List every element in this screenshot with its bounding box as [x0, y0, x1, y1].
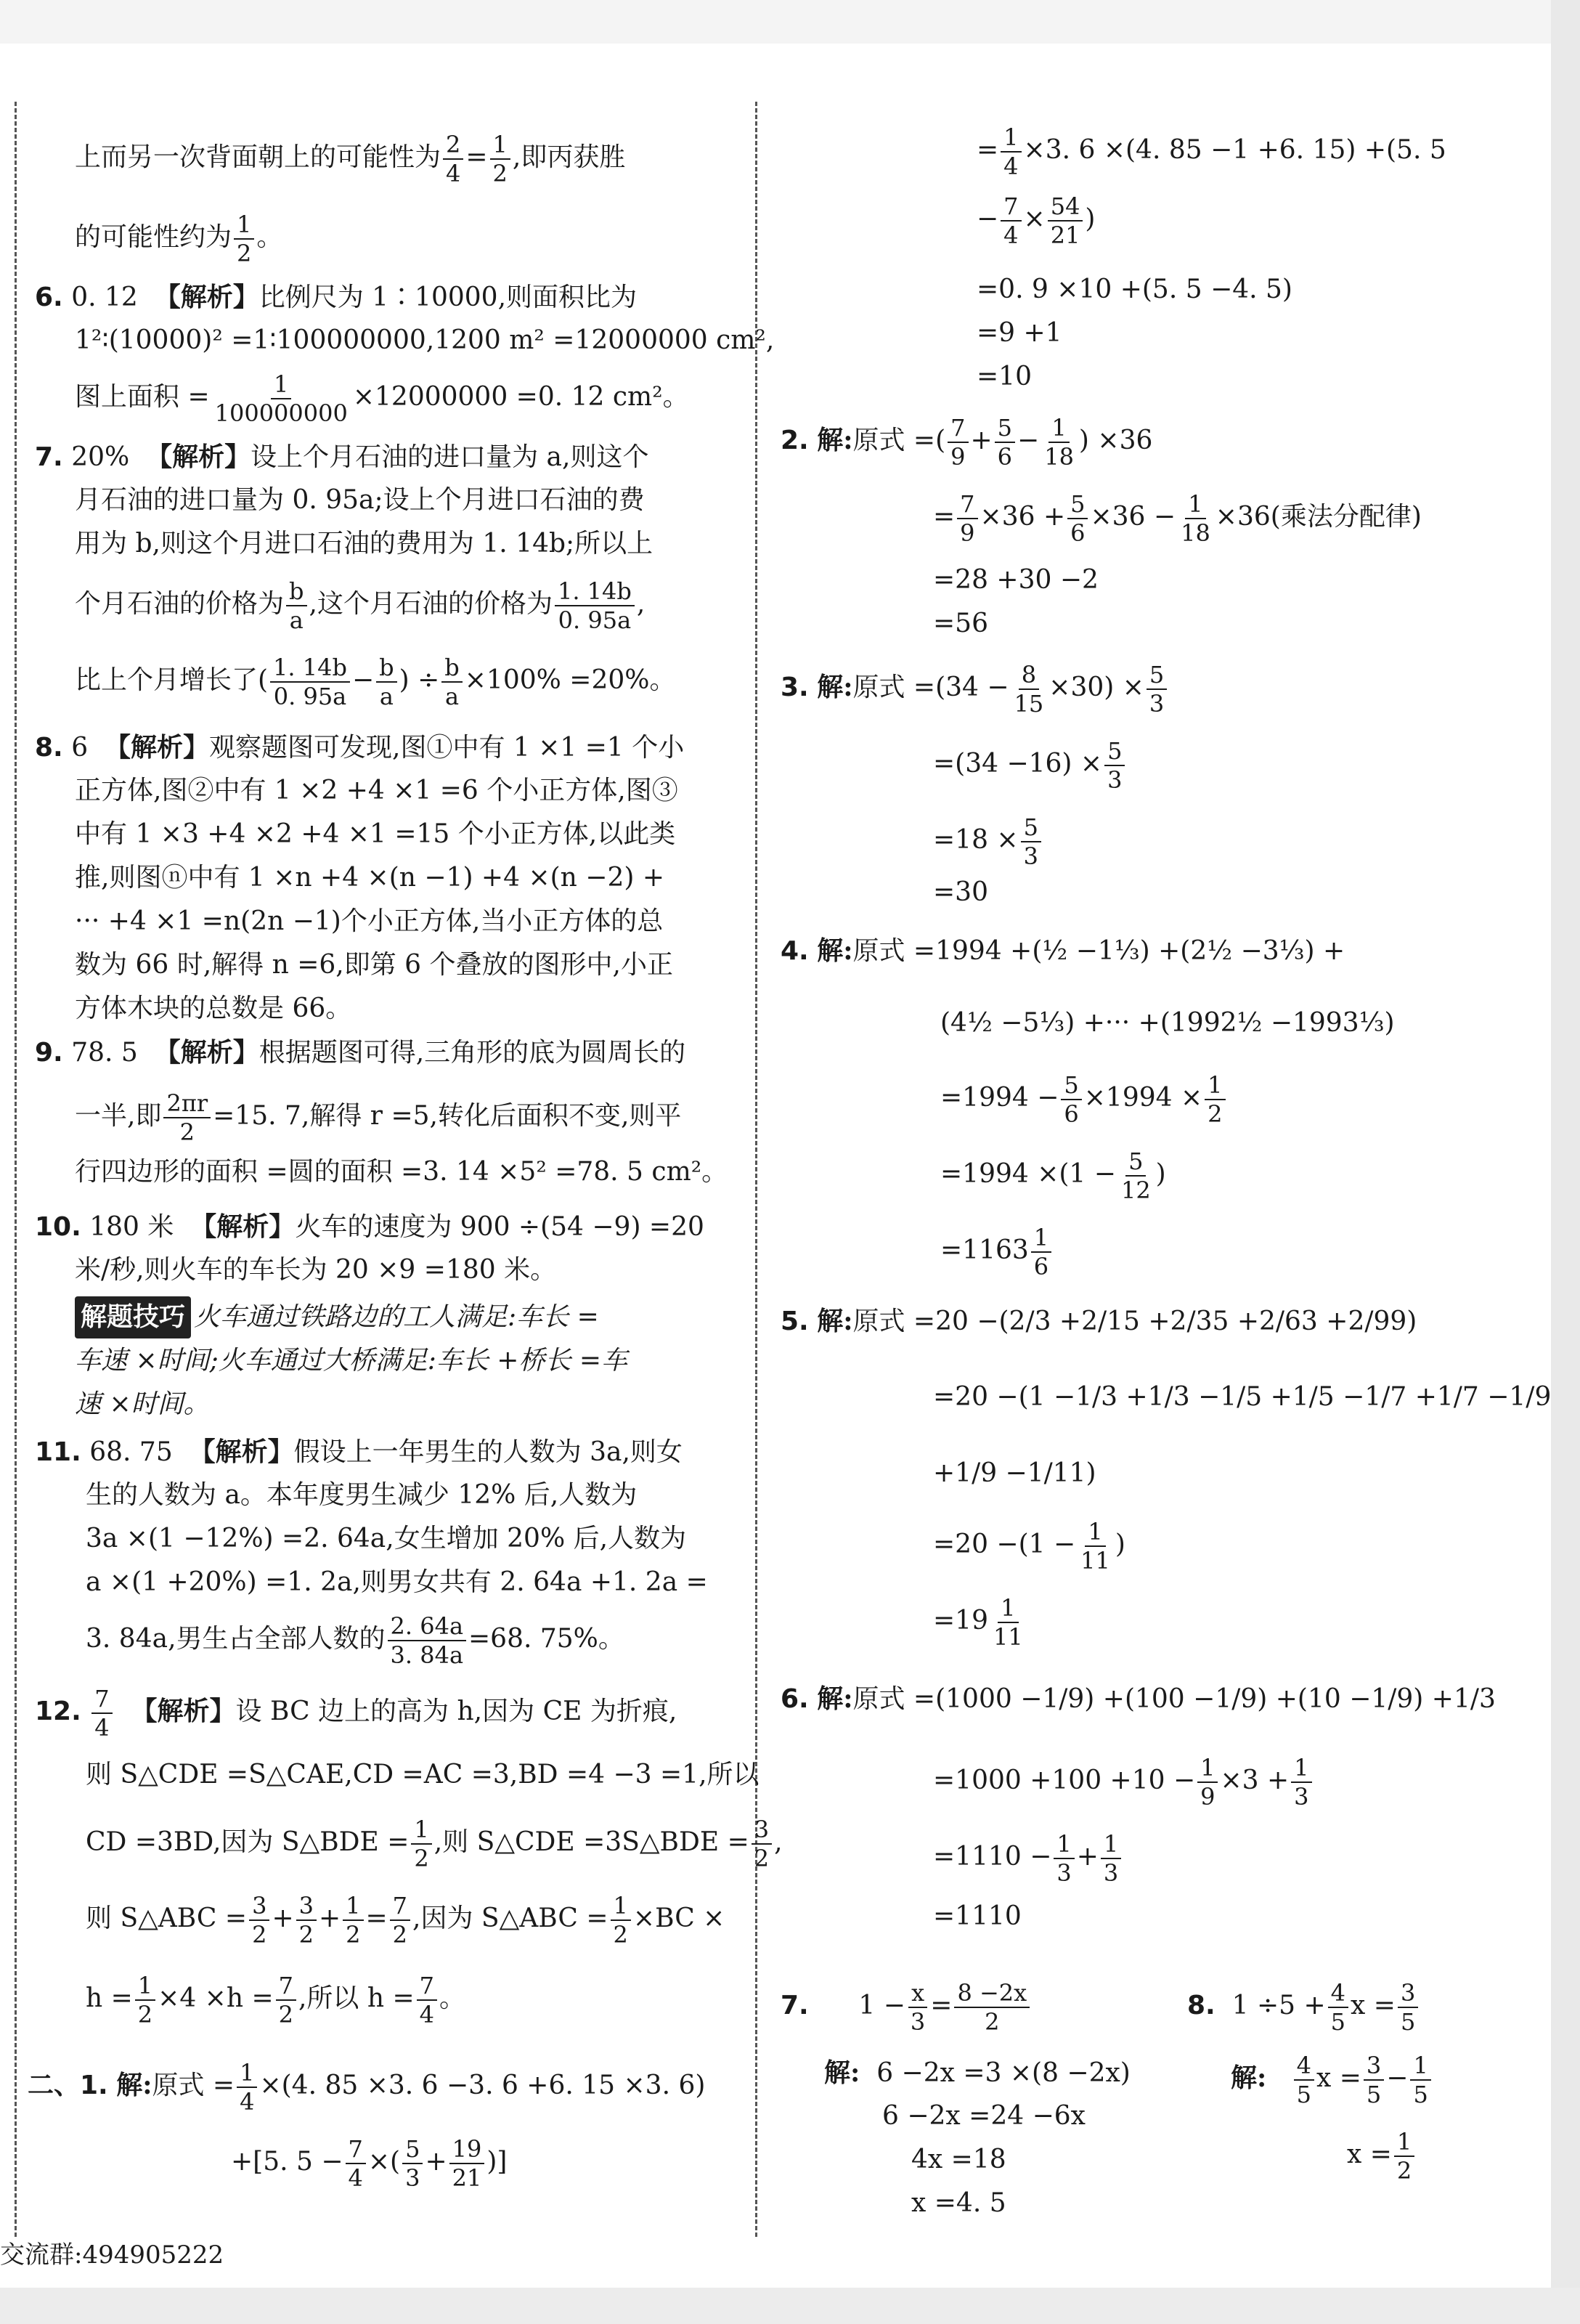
q8-line2: 正方体,图②中有 1 ×2 +4 ×1 =6 个小正方体,图③ [75, 776, 678, 805]
r-q6-line1: 6. 解:原式 =(1000 −1/9) +(100 −1/9) +(10 −1/9) +1/3 [781, 1683, 1496, 1714]
tip-badge: 解题技巧 [75, 1296, 191, 1338]
r-q6-line4: =1110 [933, 1901, 1022, 1931]
r-q8-step2: x = $\frac{1}{2}$ [1347, 2128, 1417, 2185]
q10-line2: 米/秒,则火车的车长为 20 ×9 =180 米。 [75, 1255, 557, 1285]
r-c1-line2: − $\frac{7}{4}$ × $\frac{54}{21}$ ) [977, 192, 1096, 249]
r-q3-line3: =18 × $\frac{5}{3}$ [933, 813, 1043, 870]
scan-edge-bottom [0, 2288, 1580, 2324]
r-q3-line2: =(34 −16) × $\frac{5}{3}$ [933, 737, 1127, 794]
r-q2-line3: =28 +30 −2 [933, 565, 1099, 595]
r-q8-step1: 解: $\frac{4}{5}$ x = $\frac{3}{5}$ − $\frac{1}{5}$ [1231, 2052, 1433, 2108]
q7-line3: 用为 b,则这个月进口石油的费用为 1. 14b;所以上 [75, 529, 653, 558]
q7-line5: 比上个月增长了( $\frac{1. 14b}{0. 95a}$ − $\frac{b}{a}$ ) ÷ $\frac{b}{a}$ ×100% =20%。 [75, 654, 676, 710]
q8-line3: 中有 1 ×3 +4 ×2 +4 ×1 =15 个小正方体,以此类 [75, 819, 676, 849]
scan-edge-right [1551, 0, 1580, 2324]
q10-tip-line2: 车速 ×时间;火车通过大桥满足:车长 +桥长 =车 [75, 1346, 628, 1376]
q10-line1: 10. 180 米 【解析】火车的速度为 900 ÷(54 −9) =20 [35, 1211, 704, 1242]
r-q5-line2: =20 −(1 −1/3 +1/3 −1/5 +1/5 −1/7 +1/7 −1/9 [933, 1382, 1552, 1412]
q11-line5: 3. 84a,男生占全部人数的 $\frac{2. 64a}{3. 84a}$ =68. 75%。 [86, 1612, 624, 1669]
q6-line1: 6. 0. 12 【解析】比例尺为 1∶10000,则面积比为 [35, 282, 638, 312]
q11-line1: 11. 68. 75 【解析】假设上一年男生的人数为 3a,则女 [35, 1437, 683, 1467]
r-q4-line5: =1163 $\frac{1}{6}$ [940, 1224, 1054, 1280]
r-q2-line4: =56 [933, 609, 988, 638]
q6-line3: 图上面积 = $\frac{1}{100000000}$ ×12000000 =0. 12 cm²。 [75, 370, 689, 427]
r-q7-step2: 6 −2x =24 −6x [882, 2101, 1086, 2131]
r-q4-line4: =1994 ×(1 − $\frac{5}{12}$ ) [940, 1147, 1166, 1204]
r-q3-line4: =30 [933, 877, 988, 907]
r-c1-line4: =9 +1 [977, 318, 1062, 348]
q8-line7: 方体木块的总数是 66。 [75, 994, 352, 1023]
r-q5-line3: +1/9 −1/11) [933, 1458, 1096, 1488]
r-q4-line3: =1994 − $\frac{5}{6}$ ×1994 × $\frac{1}{2}$ [940, 1071, 1228, 1128]
q5-continuation-line1: 上而另一次背面朝上的可能性为 $\frac{2}{4}$ = $\frac{1}{2}$ ,即丙获胜 [75, 131, 626, 187]
q6-line2: 1²∶(10000)² =1∶100000000,1200 m² =12000000 cm², [75, 325, 775, 355]
q9-line1: 9. 78. 5 【解析】根据题图可得,三角形的底为圆周长的 [35, 1037, 686, 1068]
r-q8-equation: 8. 1 ÷5 + $\frac{4}{5}$ x = $\frac{3}{5}$ [1187, 1979, 1420, 2036]
q12-line5: h = $\frac{1}{2}$ ×4 ×h = $\frac{7}{2}$ ,所以 h = $\frac{7}{4}$ 。 [86, 1972, 466, 2028]
r-q5-line4: =20 −(1 − $\frac{1}{11}$ ) [933, 1518, 1125, 1575]
r-q5-line5: =19 $\frac{1}{11}$ [933, 1594, 1023, 1651]
q11-line2: 生的人数为 a。本年度男生减少 12% 后,人数为 [86, 1480, 638, 1510]
q7-line2: 月石油的进口量为 0. 95a;设上个月进口石油的费 [75, 485, 645, 515]
r-q7-step3: 4x =18 [911, 2145, 1006, 2174]
r-c1-line5: =10 [977, 362, 1032, 391]
q7-line4: 个月石油的价格为 $\frac{b}{a}$ ,这个月石油的价格为 $\frac{1. 14b}{0. 95a}$ , [75, 577, 646, 634]
r-q2-line1: 2. 解:原式 =( $\frac{7}{9}$ + $\frac{5}{6}$ − $\frac{1}{18}$ ) ×36 [781, 414, 1153, 471]
q9-line3: 行四边形的面积 =圆的面积 =3. 14 ×5² =78. 5 cm²。 [75, 1157, 728, 1187]
r-q4-line1: 4. 解:原式 =1994 +(½ −1⅓) +(2½ −3⅓) + [781, 935, 1345, 966]
r-q5-line1: 5. 解:原式 =20 −(2/3 +2/15 +2/35 +2/63 +2/99) [781, 1306, 1417, 1336]
r-q3-line1: 3. 解:原式 =(34 − $\frac{8}{15}$ ×30) × $\frac{5}{3}$ [781, 661, 1169, 718]
scan-edge-top [0, 0, 1580, 44]
q12-line2: 则 S△CDE =S△CAE,CD =AC =3,BD =4 −3 =1,所以 [86, 1760, 760, 1789]
s2-q1-line1: 二、1. 解:原式 = $\frac{1}{4}$ ×(4. 85 ×3. 6 −3. 6 +6. 15 ×3. 6) [28, 2059, 706, 2116]
s2-q1-line2: +[5. 5 − $\frac{7}{4}$ ×( $\frac{5}{3}$ + $\frac{19}{21}$ )] [231, 2135, 508, 2192]
r-q2-line2: = $\frac{7}{9}$ ×36 + $\frac{5}{6}$ ×36 − $\frac{1}{18}$ ×36(乘法分配律) [933, 490, 1422, 547]
footer-group-text: 交流群:494905222 [0, 2240, 224, 2270]
q10-tip-line3: 速 ×时间。 [75, 1389, 210, 1419]
q12-line4: 则 S△ABC = $\frac{3}{2}$ + $\frac{3}{2}$ + $\frac{1}{2}$ = $\frac{7}{2}$ ,因为 S△ABC = $\frac{1}{2}$ ×BC × [86, 1892, 725, 1949]
left-dashed-border [15, 102, 17, 2237]
q12-line3: CD =3BD,因为 S△BDE = $\frac{1}{2}$ ,则 S△CDE =3S△BDE = $\frac{3}{2}$ , [86, 1816, 783, 1872]
q7-line1: 7. 20% 【解析】设上个月石油的进口量为 a,则这个 [35, 442, 649, 472]
r-c1-line3: =0. 9 ×10 +(5. 5 −4. 5) [977, 275, 1292, 304]
r-q7-equation: 7. 1 − $\frac{x}{3}$ = $\frac{8 -2x}{2}$ [781, 1979, 1032, 2036]
q8-line1: 8. 6 【解析】观察题图可发现,图①中有 1 ×1 =1 个小 [35, 732, 685, 763]
r-q4-line2: (4½ −5⅓) +··· +(1992½ −1993⅓) [940, 1008, 1395, 1038]
r-q6-line2: =1000 +100 +10 − $\frac{1}{9}$ ×3 + $\frac{1}{3}$ [933, 1754, 1314, 1811]
q5-continuation-line2: 的可能性约为 $\frac{1}{2}$ 。 [75, 211, 283, 267]
r-q6-line3: =1110 − $\frac{1}{3}$ + $\frac{1}{3}$ [933, 1830, 1123, 1887]
q11-line4: a ×(1 +20%) =1. 2a,则男女共有 2. 64a +1. 2a = [86, 1567, 708, 1597]
q9-line2: 一半,即 $\frac{2\pi r}{2}$ =15. 7,解得 r =5,转化后面积不变,则平 [75, 1089, 682, 1146]
q11-line3: 3a ×(1 −12%) =2. 64a,女生增加 20% 后,人数为 [86, 1524, 687, 1553]
q10-tip-line1: 解题技巧 火车通过铁路边的工人满足:车长 = [75, 1296, 599, 1338]
r-q7-step4: x =4. 5 [911, 2188, 1006, 2218]
q8-line5: ··· +4 ×1 =n(2n −1)个小正方体,当小正方体的总 [75, 906, 664, 936]
q8-line4: 推,则图ⓝ中有 1 ×n +4 ×(n −1) +4 ×(n −2) + [75, 863, 665, 893]
r-q7-step1: 解: 6 −2x =3 ×(8 −2x) [824, 2057, 1131, 2088]
column-divider [755, 102, 757, 2237]
q12-line1: 12. $\frac{7}{4}$ 【解析】设 BC 边上的高为 h,因为 CE 为折痕, [35, 1685, 677, 1742]
r-c1-line1: = $\frac{1}{4}$ ×3. 6 ×(4. 85 −1 +6. 15) +(5. 5 [977, 123, 1446, 180]
q8-line6: 数为 66 时,解得 n =6,即第 6 个叠放的图形中,小正 [75, 950, 673, 980]
